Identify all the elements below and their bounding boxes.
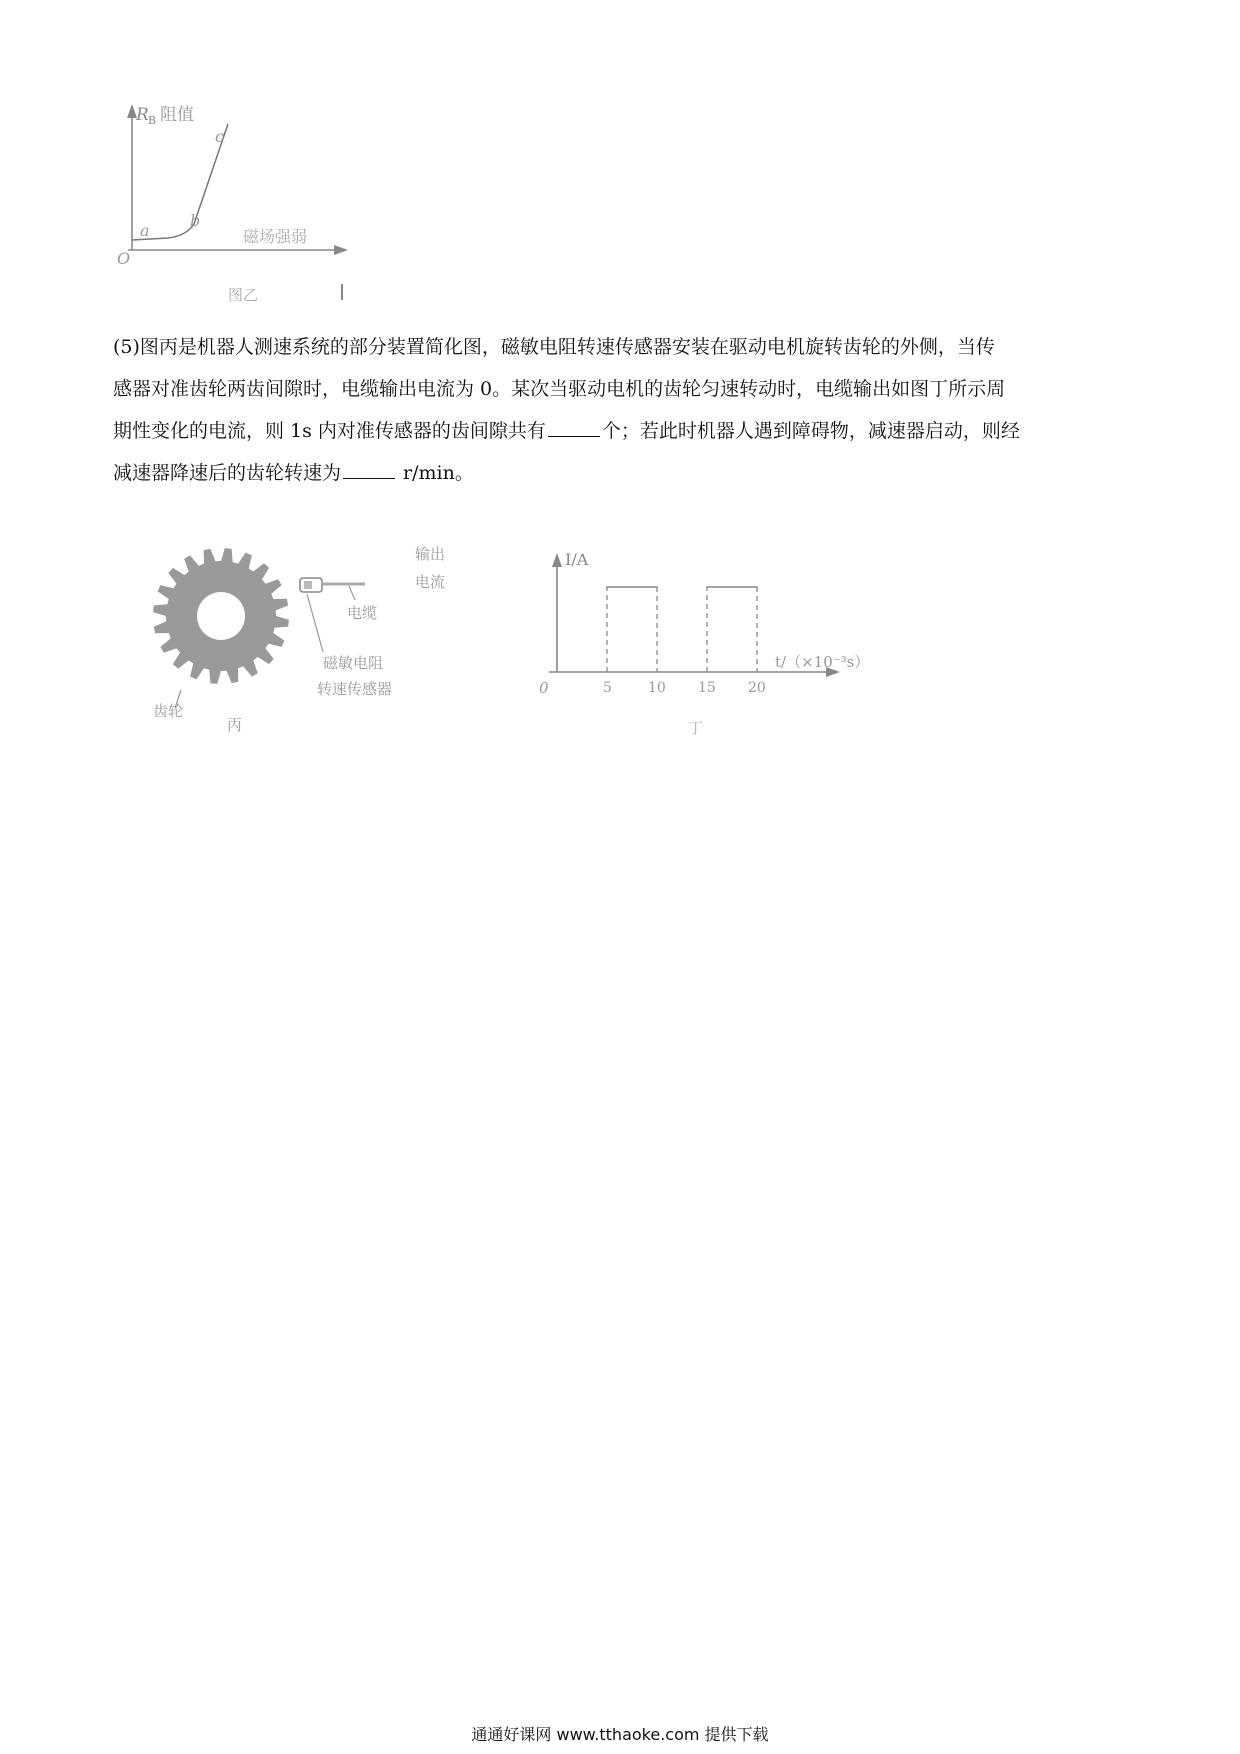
figure-yi-origin: O <box>117 249 131 268</box>
figure-yi-y-label-r: R <box>136 105 149 125</box>
figure-yi-y-label-tail: 阻值 <box>160 105 194 125</box>
chart-y-label: I/A <box>565 550 589 569</box>
figure-bing-sensor-label-1: 磁敏电阻 <box>323 654 384 672</box>
gear-drawing <box>153 548 289 684</box>
chart-data-point <box>656 586 658 588</box>
question-line-3-start: 期性变化的电流，则 1s 内对准传感器的齿间隙共有 <box>113 420 546 442</box>
figure-yi-point-c: c <box>215 127 224 146</box>
figure-yi-x-label: 磁场强弱 <box>243 227 308 246</box>
figure-yi-caption: 图乙 <box>228 286 259 304</box>
chart-data-point <box>606 671 608 673</box>
question-line-3 <box>113 410 1133 452</box>
figure-bing-gear-label: 齿轮 <box>153 702 184 720</box>
chart-x-tick-label: 5 <box>603 680 612 696</box>
chart-data-point <box>556 671 558 673</box>
question-line-3-end: 个；若此时机器人遇到障碍物，减速器启动，则经 <box>601 420 1020 442</box>
figure-yi-point-b: b <box>190 211 201 230</box>
page-footer: 通通好课网 www.tthaoke.com 提供下载 <box>471 1725 769 1744</box>
figure-bing-leader-sensor <box>307 594 323 652</box>
gear-shape <box>153 548 289 684</box>
chart-data-point <box>706 671 708 673</box>
chart-marks <box>556 586 766 696</box>
question-line-4-start: 减速器降速后的齿轮转速为 <box>113 462 342 484</box>
question-line-4-end: r/min。 <box>397 462 474 484</box>
chart-data-point <box>756 586 758 588</box>
chart-data-point <box>606 586 608 588</box>
question-paragraph <box>113 326 1133 494</box>
question-line-1: (5)图丙是机器人测速系统的部分装置简化图，磁敏电阻转速传感器安装在驱动电机旋转齿轮的外侧，当传 <box>113 336 995 358</box>
figure-ding-caption: 丁 <box>688 719 704 737</box>
figure-ding <box>525 545 920 745</box>
chart-x-tick-label: 20 <box>748 680 766 696</box>
chart-x-tick-label: 15 <box>698 680 716 696</box>
figure-bing-output-label-1: 输出 <box>415 545 446 563</box>
figure-yi-x-arrow <box>334 245 348 255</box>
figure-yi-point-a: a <box>140 221 150 240</box>
chart-origin: 0 <box>539 679 549 697</box>
figure-bing-cable-label: 电缆 <box>347 604 378 622</box>
chart-y-arrow <box>552 553 562 567</box>
chart-data-point <box>756 671 758 673</box>
figure-bing-output-label-2: 电流 <box>415 573 446 591</box>
chart-x-tick-label: 10 <box>648 680 666 696</box>
question-line-2: 感器对准齿轮两齿间隙时，电缆输出电流为 0。某次当驱动电机的齿轮匀速转动时，电缆输出如图丁所示周 <box>113 378 1006 400</box>
figure-bing <box>135 540 480 740</box>
answer-blank-1[interactable] <box>548 418 600 437</box>
chart-data-point <box>706 586 708 588</box>
figure-bing-sensor-label-2: 转速传感器 <box>317 680 393 698</box>
chart-x-label: t/（×10⁻³s） <box>775 653 870 671</box>
answer-blank-2[interactable] <box>343 460 395 479</box>
chart-data-point <box>656 671 658 673</box>
figure-bing-leader-cable <box>349 586 355 600</box>
figure-bing-caption: 丙 <box>227 716 243 734</box>
question-line-4 <box>113 452 1133 494</box>
figure-yi <box>110 100 350 315</box>
sensor-icon <box>300 578 365 592</box>
figure-yi-y-label-sub: B <box>148 114 157 127</box>
